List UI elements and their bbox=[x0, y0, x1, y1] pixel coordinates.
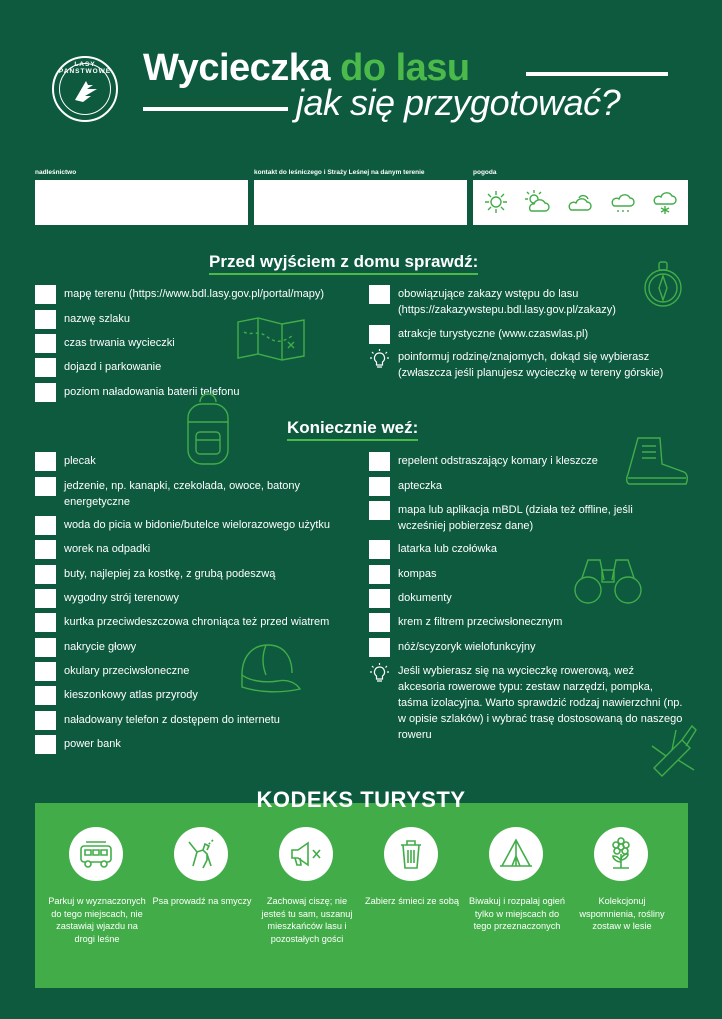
page-title: Wycieczka do lasu bbox=[143, 47, 470, 89]
checklist-item[interactable]: nóż/scyzoryk wielofunkcyjny bbox=[369, 638, 669, 657]
forest-tree-logo-icon bbox=[52, 56, 118, 122]
checklist-item[interactable]: dojazd i parkowanie bbox=[35, 358, 355, 377]
nadlesnictwo-label: nadleśnictwo bbox=[35, 169, 77, 176]
checklist-item[interactable]: nazwę szlaku bbox=[35, 310, 355, 329]
checklist-item[interactable]: poziom naładowania baterii telefonu bbox=[35, 383, 355, 402]
checklist-item[interactable]: mapę terenu (https://www.bdl.lasy.gov.pl/portal/mapy) bbox=[35, 285, 355, 304]
checkbox[interactable] bbox=[35, 686, 56, 705]
checkbox[interactable] bbox=[369, 540, 390, 559]
checklist-item[interactable]: apteczka bbox=[369, 477, 669, 496]
snow-icon[interactable] bbox=[650, 188, 680, 216]
compass-icon bbox=[641, 258, 685, 310]
title-divider bbox=[526, 72, 668, 76]
tip-item: Jeśli wybierasz się na wycieczkę rowerową, weź akcesoria rowerowe typu: zestaw narzędzi, pompka, taśma izolacyjna. Warto sprawdzić rodzaj nawierzchni (np. w opisie szlaków) i wybrać trasę dostosowaną do naszego roweru bbox=[369, 662, 689, 743]
page-subtitle: jak się przygotować? bbox=[296, 82, 621, 123]
flower-icon bbox=[594, 827, 648, 881]
checkbox[interactable] bbox=[369, 477, 390, 496]
checklist-item[interactable]: krem z filtrem przeciwsłonecznym bbox=[369, 613, 669, 632]
checklist-item[interactable]: latarka lub czołówka bbox=[369, 540, 669, 559]
checklist-item[interactable]: kieszonkowy atlas przyrody bbox=[35, 686, 355, 705]
checkbox[interactable] bbox=[35, 334, 56, 353]
checklist-item[interactable]: plecak bbox=[35, 452, 355, 471]
checkbox[interactable] bbox=[35, 516, 56, 535]
cloudy-icon[interactable] bbox=[565, 188, 595, 216]
checkbox[interactable] bbox=[35, 310, 56, 329]
checkbox[interactable] bbox=[369, 613, 390, 632]
checklist-item[interactable]: atrakcje turystyczne (www.czaswlas.pl) bbox=[369, 325, 659, 344]
checkbox[interactable] bbox=[35, 285, 56, 304]
checklist-item[interactable]: kurtka przeciwdeszczowa chroniąca też przed wiatrem bbox=[35, 613, 365, 632]
checkbox[interactable] bbox=[35, 711, 56, 730]
sun-cloud-icon[interactable] bbox=[522, 188, 552, 216]
sun-icon[interactable] bbox=[481, 188, 511, 216]
checklist-item[interactable]: wygodny strój terenowy bbox=[35, 589, 355, 608]
trash-bin-icon bbox=[384, 827, 438, 881]
pogoda-field[interactable] bbox=[473, 180, 688, 225]
kodeks-panel: Parkuj w wyznaczonych do tego miejscach, nie zastawiaj wjazdu na drogi leśne Psa prowadź na smyczy Zachowaj ciszę; nie jesteś tu sam, uszanuj mieszkańców lasu i pozostałych gości Zabierz śmieci ze sobą Biwakuj i rozpalaj ogień tylko w miejscach do tego przeznaczonych Kolekcjonuj wspomnienia, rośliny zostaw w lesie bbox=[35, 803, 688, 988]
checklist-item[interactable]: mapa lub aplikacja mBDL (działa też offline, jeśli wcześniej pobierzesz dane) bbox=[369, 501, 634, 534]
checkbox[interactable] bbox=[369, 565, 390, 584]
checkbox[interactable] bbox=[369, 501, 390, 520]
checklist-item[interactable]: power bank bbox=[35, 735, 355, 754]
checklist-item[interactable]: nakrycie głowy bbox=[35, 638, 355, 657]
checkbox[interactable] bbox=[35, 358, 56, 377]
lightbulb-icon bbox=[369, 662, 390, 684]
checklist-item[interactable]: worek na odpadki bbox=[35, 540, 355, 559]
checklist-item[interactable]: naładowany telefon z dostępem do internetu bbox=[35, 711, 355, 730]
checklist-item[interactable]: repelent odstraszający komary i kleszcze bbox=[369, 452, 669, 471]
checkbox[interactable] bbox=[35, 383, 56, 402]
kontakt-field[interactable] bbox=[254, 180, 467, 225]
lightbulb-icon bbox=[369, 348, 390, 370]
checklist-item[interactable]: czas trwania wycieczki bbox=[35, 334, 355, 353]
checkbox[interactable] bbox=[369, 638, 390, 657]
checklist-item[interactable]: okulary przeciwsłoneczne bbox=[35, 662, 355, 681]
checkbox[interactable] bbox=[35, 565, 56, 584]
cap-icon bbox=[236, 641, 302, 693]
map-icon bbox=[236, 316, 306, 362]
section-title-koniecznie-wez: Koniecznie weź: bbox=[287, 418, 418, 438]
checklist-item[interactable]: jedzenie, np. kanapki, czekolada, owoce, batony energetyczne bbox=[35, 477, 315, 510]
checkbox[interactable] bbox=[35, 452, 56, 471]
logo-text: LASY PAŃSTWOWE bbox=[58, 61, 112, 75]
dog-leash-icon bbox=[174, 827, 228, 881]
checklist-item[interactable]: buty, najlepiej za kostkę, z grubą podeszwą bbox=[35, 565, 355, 584]
section-title-przed-wyjsciem: Przed wyjściem z domu sprawdź: bbox=[209, 252, 478, 272]
title-divider bbox=[143, 107, 288, 111]
checkbox[interactable] bbox=[35, 589, 56, 608]
checkbox[interactable] bbox=[369, 452, 390, 471]
binoculars-icon bbox=[572, 556, 644, 606]
checkbox[interactable] bbox=[369, 325, 390, 344]
backpack-icon bbox=[180, 392, 236, 470]
checkbox[interactable] bbox=[35, 638, 56, 657]
checkbox[interactable] bbox=[369, 589, 390, 608]
checkbox[interactable] bbox=[35, 613, 56, 632]
nadlesnictwo-field[interactable] bbox=[35, 180, 248, 225]
kontakt-label: kontakt do leśniczego i Straży Leśnej na danym terenie bbox=[254, 169, 425, 176]
checklist-item[interactable]: woda do picia w bidonie/butelce wielorazowego użytku bbox=[35, 516, 355, 535]
pocket-knife-icon bbox=[648, 724, 700, 782]
tent-icon bbox=[489, 827, 543, 881]
checkbox[interactable] bbox=[35, 735, 56, 754]
hiking-boot-icon bbox=[624, 434, 690, 490]
checkbox[interactable] bbox=[35, 477, 56, 496]
muted-megaphone-icon bbox=[279, 827, 333, 881]
van-icon bbox=[69, 827, 123, 881]
checklist-item[interactable]: kompas bbox=[369, 565, 669, 584]
checklist-item[interactable]: dokumenty bbox=[369, 589, 669, 608]
pogoda-label: pogoda bbox=[473, 169, 497, 176]
tip-item: poinformuj rodzinę/znajomych, dokąd się wybierasz (zwłaszcza jeśli planujesz wycieczkę w tereny górskie) bbox=[369, 348, 679, 381]
rain-icon[interactable] bbox=[608, 188, 638, 216]
page-title-highlight: do lasu bbox=[340, 47, 470, 89]
checkbox[interactable] bbox=[35, 662, 56, 681]
checklist-item[interactable]: obowiązujące zakazy wstępu do lasu (https://zakazywstepu.bdl.lasy.gov.pl/zakazy) bbox=[369, 285, 659, 318]
checkbox[interactable] bbox=[369, 285, 390, 304]
checkbox[interactable] bbox=[35, 540, 56, 559]
kodeks-title: KODEKS TURYSTY bbox=[256, 787, 466, 812]
